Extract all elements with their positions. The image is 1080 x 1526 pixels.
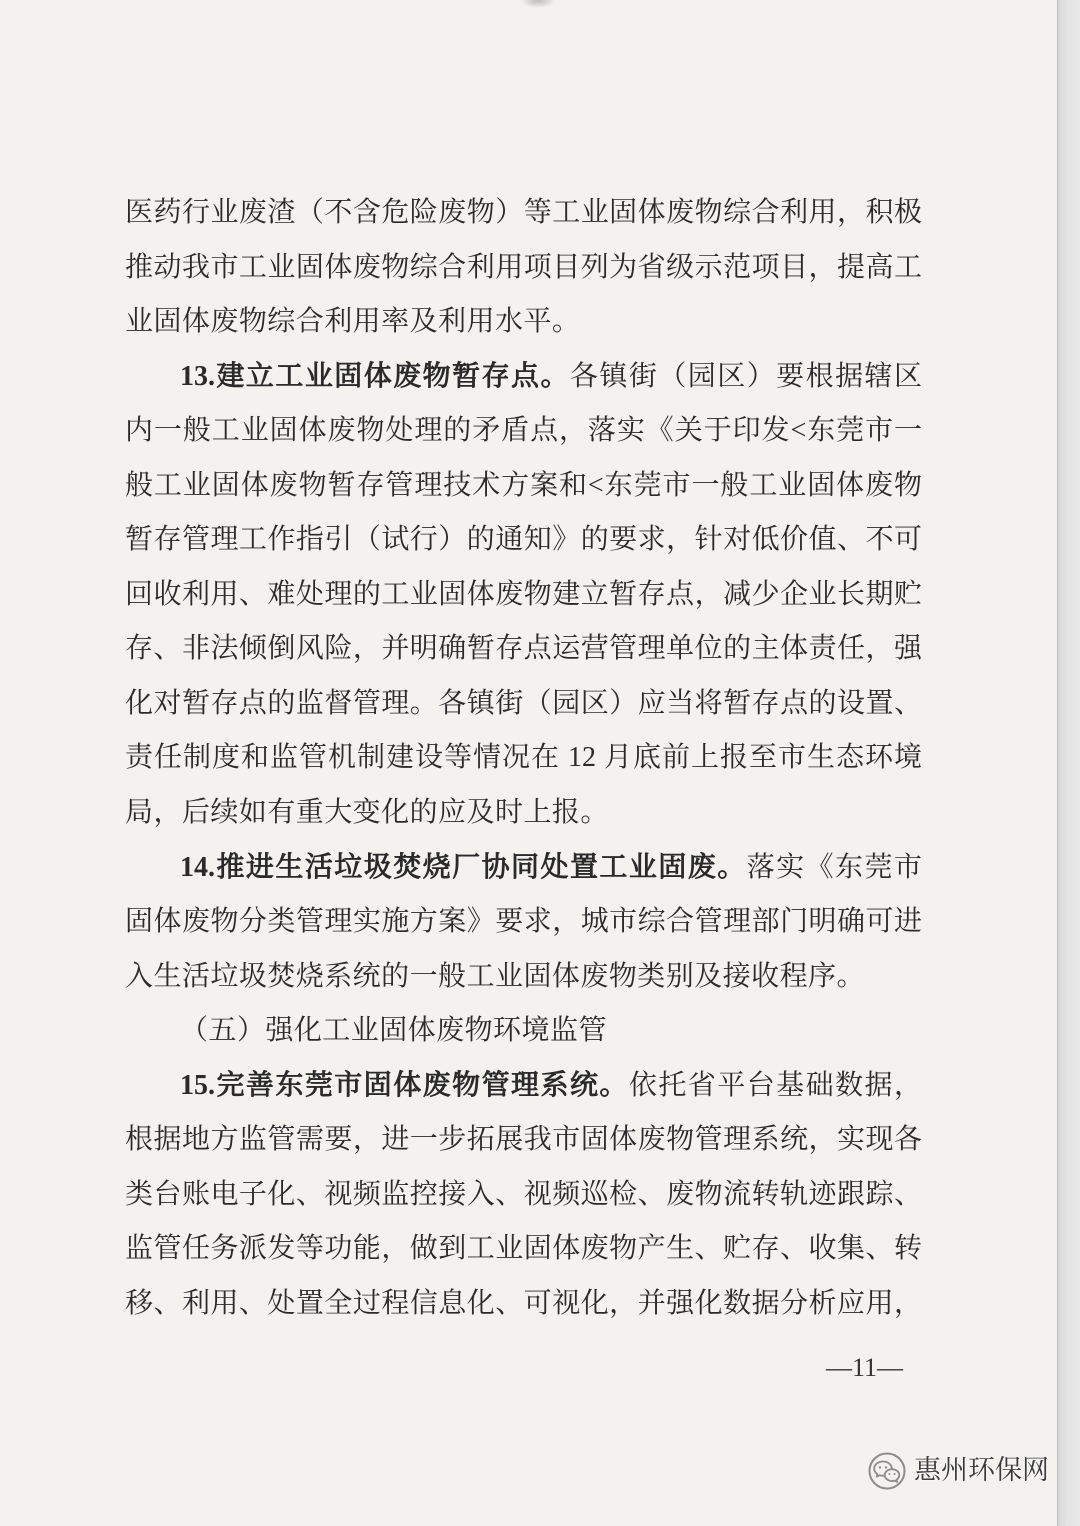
body-text-line: 根据地方监管需要，进一步拓展我市固体废物管理系统，实现各: [125, 1124, 922, 1156]
item-13-heading: 13.建立工业固体废物暂存点。: [180, 360, 570, 392]
body-text-line: 业固体废物综合利用率及利用水平。: [125, 306, 581, 338]
item-15-heading: 15.完善东莞市固体废物管理系统。: [180, 1069, 629, 1101]
body-text-line: 移、利用、处置全过程信息化、可视化，并强化数据分析应用，: [125, 1287, 922, 1319]
body-text-line: 局，后续如有重大变化的应及时上报。: [125, 797, 609, 829]
item-14-lead-text: 落实《东莞市: [746, 851, 922, 883]
body-text-line: 监管任务派发等功能，做到工业固体废物产生、贮存、收集、转: [125, 1233, 922, 1265]
item-15-lead-text: 依托省平台基础数据，: [628, 1069, 922, 1101]
section-title: （五）强化工业固体废物环境监管: [180, 1015, 607, 1047]
body-text-line: 回收利用、难处理的工业固体废物建立暂存点，减少企业长期贮: [125, 578, 922, 610]
scan-smudge: [520, 0, 556, 8]
paragraph-item-13: [125, 350, 922, 841]
section-heading-paragraph: [125, 1004, 922, 1059]
body-text-line: 化对暂存点的监督管理。各镇街（园区）应当将暂存点的设置、: [125, 687, 922, 719]
body-text-line: 入生活垃圾焚烧系统的一般工业固体废物类别及接收程序。: [125, 960, 865, 992]
body-text-line: 内一般工业固体废物处理的矛盾点，落实《关于印发<东莞市一: [125, 415, 922, 447]
paragraph-item-14: [125, 841, 922, 1005]
paragraph-first-line: [125, 1059, 922, 1114]
watermark-text: 惠州环保网: [914, 1455, 1049, 1486]
body-text-line: 推动我市工业固体废物综合利用项目列为省级示范项目，提高工: [125, 251, 922, 283]
item-14-heading: 14.推进生活垃圾焚烧厂协同处置工业固废。: [180, 851, 747, 883]
wechat-icon: [868, 1452, 906, 1490]
page-edge-shadow: [1057, 0, 1080, 1526]
body-text-line: 固体废物分类管理实施方案》要求，城市综合管理部门明确可进: [125, 906, 922, 938]
body-text-line: 暂存管理工作指引（试行）的通知》的要求，针对低价值、不可: [125, 524, 922, 556]
paragraph-first-line: [125, 841, 922, 896]
body-text-line: 类台账电子化、视频监控接入、视频巡检、废物流转轨迹跟踪、: [125, 1178, 922, 1210]
body-text-line: 责任制度和监管机制建设等情况在 12 月底前上报至市生态环境: [125, 742, 922, 774]
body-text-line: 医药行业废渣（不含危险废物）等工业固体废物综合利用，积极: [125, 197, 922, 228]
document-body: [125, 186, 922, 1331]
body-text-line: 存、非法倾倒风险，并明确暂存点运营管理单位的主体责任，强: [125, 633, 922, 665]
watermark: [868, 1450, 1049, 1492]
item-13-lead-text: 各镇街（园区）要根据辖区: [569, 360, 922, 392]
body-text-line: 般工业固体废物暂存管理技术方案和<东莞市一般工业固体废物: [125, 469, 922, 501]
paragraph-item-15: [125, 1059, 922, 1332]
paragraph-first-line: [125, 350, 922, 405]
page-number: —11—: [826, 1353, 904, 1382]
paragraph-continued: [125, 186, 922, 350]
